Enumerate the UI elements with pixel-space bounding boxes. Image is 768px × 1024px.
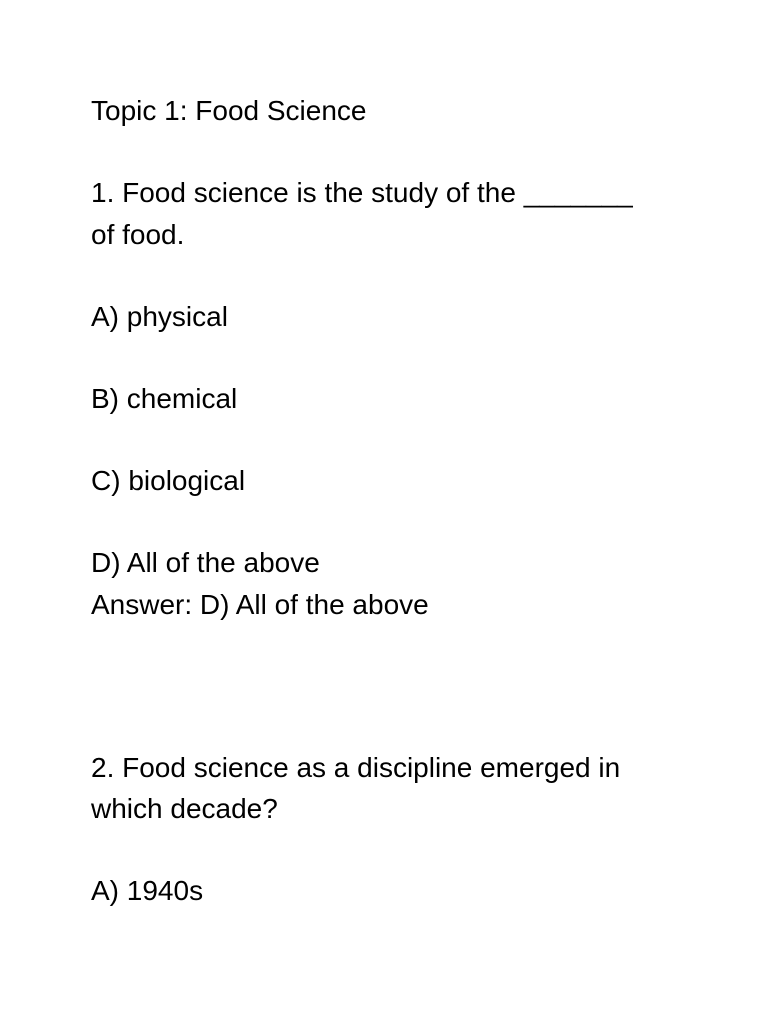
question-2-stem-line-2: which decade? (91, 793, 278, 824)
question-2-stem-line-1: 2. Food science as a discipline emerged in (91, 752, 621, 783)
question-1-option-a: A) physical (91, 301, 228, 332)
question-1-stem-line-2: of food. (91, 219, 185, 250)
topic-title: Topic 1: Food Science (91, 95, 367, 126)
fill-in-blank: _______ (523, 177, 633, 208)
question-1-stem-line-1 (91, 176, 633, 210)
question-2-option-a: A) 1940s (91, 875, 204, 906)
question-1-answer: Answer: D) All of the above (91, 589, 429, 620)
question-1-option-c: C) biological (91, 465, 246, 496)
question-1-stem-text: 1. Food science is the study of the (91, 177, 516, 208)
question-1-option-b: B) chemical (91, 383, 238, 414)
question-1-option-d: D) All of the above (91, 547, 320, 578)
